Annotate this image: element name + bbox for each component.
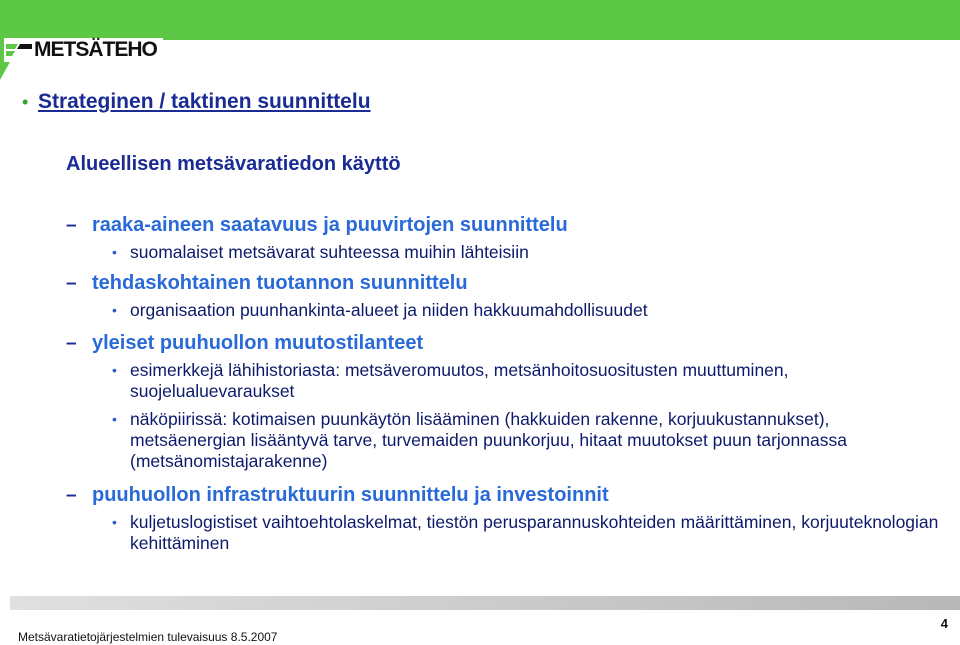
bullet-icon: •: [112, 411, 117, 427]
dash-icon: –: [66, 273, 77, 294]
heading-bullet-icon: •: [22, 92, 29, 112]
item-title: puuhuollon infrastruktuurin suunnittelu ja investoinnit: [92, 484, 609, 506]
sub-item-text: organisaation puunhankinta-alueet ja niiden hakkuumahdollisuudet: [130, 300, 648, 320]
sub-item: [112, 409, 946, 472]
item-title: yleiset puuhuollon muutostilanteet: [92, 332, 424, 354]
item-title: tehdaskohtainen tuotannon suunnittelu: [92, 272, 468, 294]
logo-text: METSÄTEHO: [34, 38, 157, 61]
sub-item: [112, 300, 946, 321]
bullet-icon: •: [112, 514, 117, 530]
sub-item-text: näköpiirissä: kotimaisen puunkäytön lisääminen (hakkuiden rakenne, korjuukustannukset), metsäenergian lisääntyvä tarve, turvemaiden puunkorjuu, hitaat muutokset puun tarjonnassa (metsänomistajarakenne): [130, 409, 847, 471]
sub-item: [112, 242, 946, 263]
main-heading-text: Strateginen / taktinen suunnittelu: [38, 90, 371, 113]
logo-mark-icon: [6, 41, 32, 59]
page-number: 4: [940, 616, 948, 631]
list-item: [66, 214, 946, 270]
logo: [4, 38, 163, 62]
dash-icon: –: [66, 215, 77, 236]
sub-item-text: suomalaiset metsävarat suhteessa muihin lähteisiin: [130, 242, 529, 262]
dash-icon: –: [66, 333, 77, 354]
footer-band: [10, 596, 960, 610]
main-heading: [22, 90, 371, 114]
bullet-icon: •: [112, 362, 117, 378]
sub-item: [112, 512, 946, 554]
sub-item-text: esimerkkejä lähihistoriasta: metsäveromuutos, metsänhoitosuositusten muuttuminen, suojelualuevaraukset: [130, 360, 789, 401]
list-item: [66, 484, 946, 561]
sub-item-text: kuljetuslogistiset vaihtoehtolaskelmat, tiestön perusparannuskohteiden määrittäminen, korjuuteknologian kehittäminen: [130, 512, 939, 553]
dash-icon: –: [66, 485, 77, 506]
footer-text: Metsävaratietojärjestelmien tulevaisuus 8.5.2007: [18, 630, 278, 644]
bullet-icon: •: [112, 302, 117, 318]
list-item: [66, 332, 946, 479]
header-band: [0, 0, 960, 40]
item-title: raaka-aineen saatavuus ja puuvirtojen suunnittelu: [92, 214, 568, 236]
list-item: [66, 272, 946, 328]
sub-item: [112, 360, 946, 402]
subheading: Alueellisen metsävaratiedon käyttö: [66, 153, 401, 175]
bullet-icon: •: [112, 244, 117, 260]
